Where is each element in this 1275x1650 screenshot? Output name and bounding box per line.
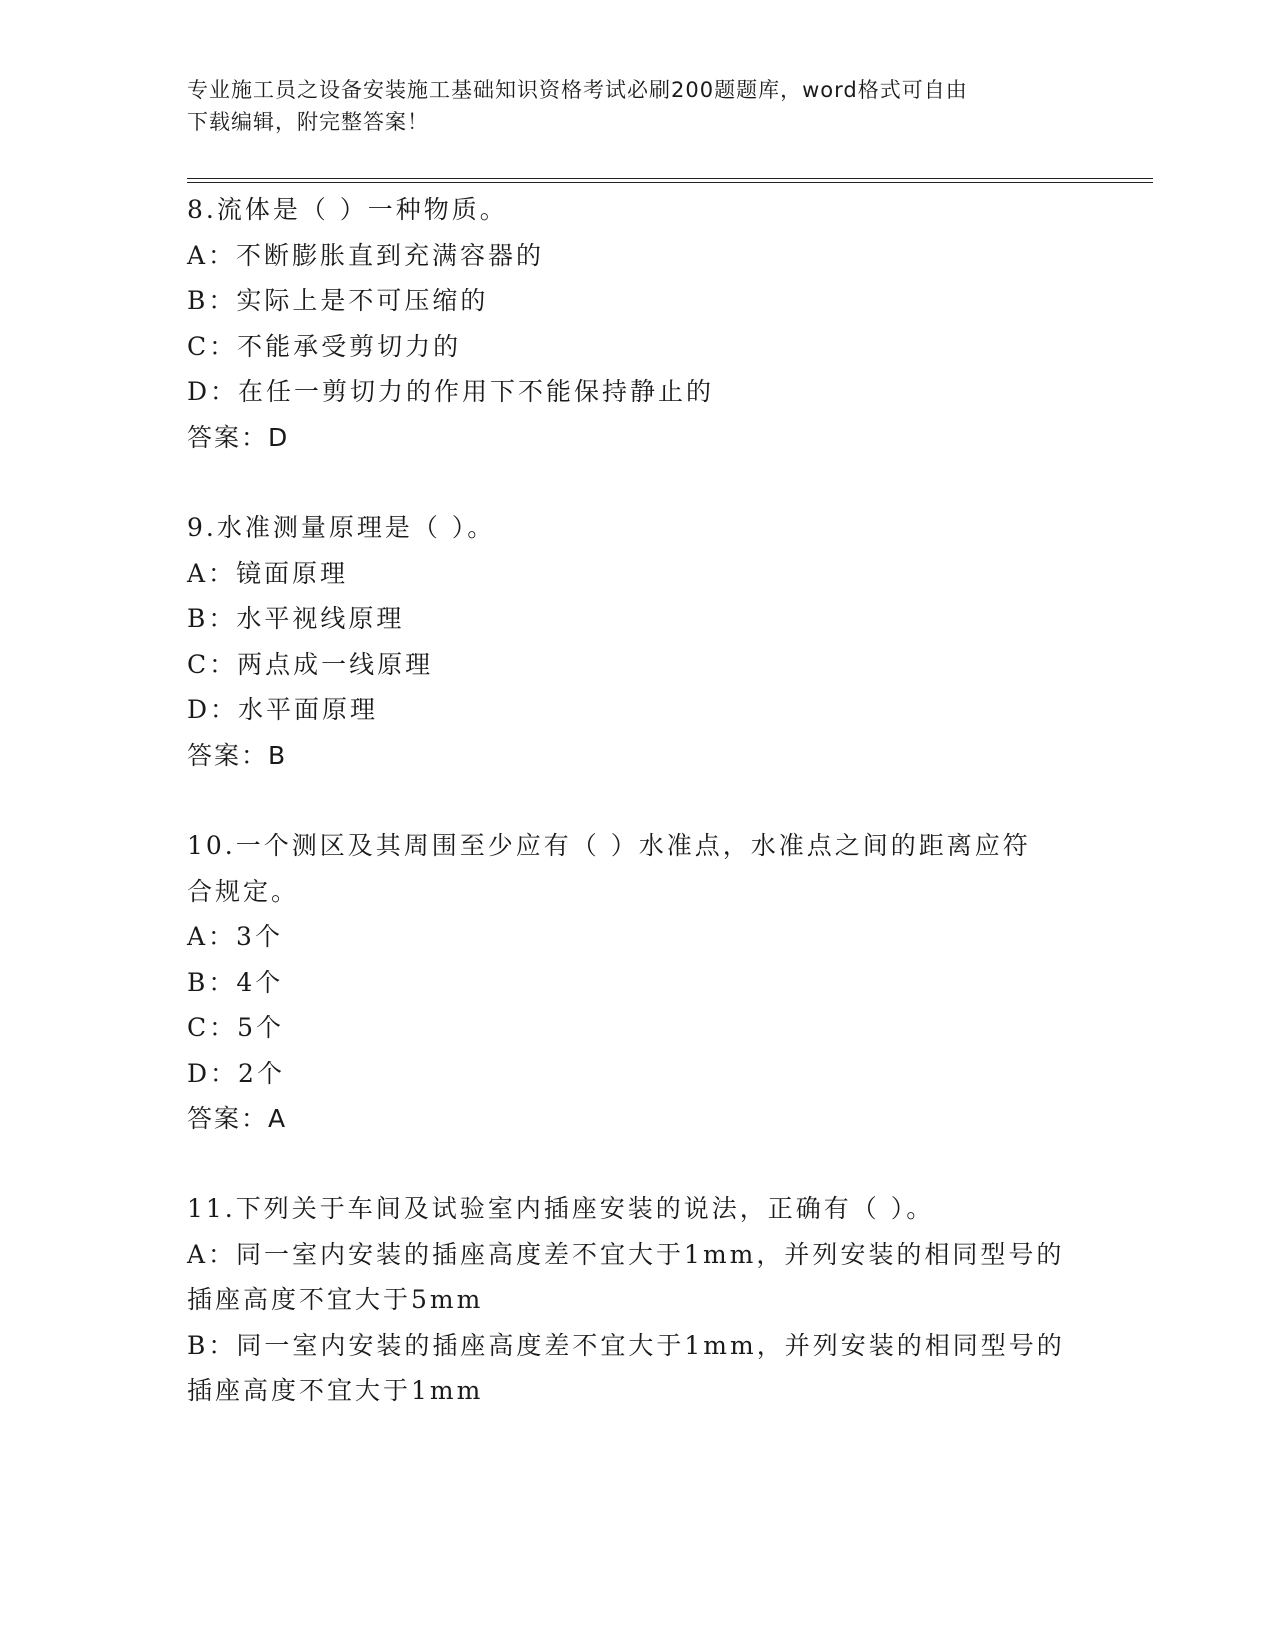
question-stem-line-2: 合规定。	[187, 876, 300, 906]
option-d: D：2个	[187, 1058, 285, 1088]
option-c: C：不能承受剪切力的	[187, 331, 462, 361]
question-stem-line-1: 10.一个测区及其周围至少应有（ ）水准点，水准点之间的距离应符	[187, 831, 1031, 860]
question-8	[187, 187, 1067, 460]
answer-label: 答案：D	[187, 422, 290, 452]
option-b: B：水平视线原理	[187, 604, 405, 633]
question-stem: 9.水准测量原理是（ ）。	[187, 513, 496, 542]
header-divider-bottom	[187, 182, 1153, 183]
option-a: A：3个	[187, 922, 283, 951]
question-11	[187, 1186, 1067, 1414]
option-d: D：在任一剪切力的作用下不能保持静止的	[187, 377, 715, 406]
question-10	[187, 823, 1067, 1142]
option-a-line-2: 插座高度不宜大于5mm	[187, 1285, 484, 1314]
option-c: C：5个	[187, 1013, 285, 1042]
option-a: A：不断膨胀直到充满容器的	[187, 240, 545, 270]
option-a-line-1: A：同一室内安装的插座高度差不宜大于1mm，并列安装的相同型号的	[187, 1239, 1065, 1269]
option-c: C：两点成一线原理	[187, 649, 434, 679]
answer-label: 答案：A	[187, 1104, 288, 1133]
option-a: A：镜面原理	[187, 558, 349, 588]
option-b-line-1: B：同一室内安装的插座高度差不宜大于1mm，并列安装的相同型号的	[187, 1330, 1065, 1360]
header-line-1: 专业施工员之设备安装施工基础知识资格考试必刷200题题库，word格式可自由	[187, 78, 968, 102]
question-9	[187, 505, 1067, 778]
answer-label: 答案：B	[187, 740, 288, 770]
option-b-line-2: 插座高度不宜大于1mm	[187, 1376, 484, 1405]
header-divider-top	[187, 178, 1153, 179]
question-stem: 8.流体是（ ）一种物质。	[187, 195, 508, 224]
question-stem: 11.下列关于车间及试验室内插座安装的说法，正确有（ ）。	[187, 1194, 935, 1223]
option-b: B：实际上是不可压缩的	[187, 286, 489, 315]
document-header	[187, 74, 1067, 138]
option-d: D：水平面原理	[187, 695, 379, 724]
header-line-2: 下载编辑，附完整答案！	[187, 110, 429, 134]
option-b: B：4个	[187, 967, 284, 997]
